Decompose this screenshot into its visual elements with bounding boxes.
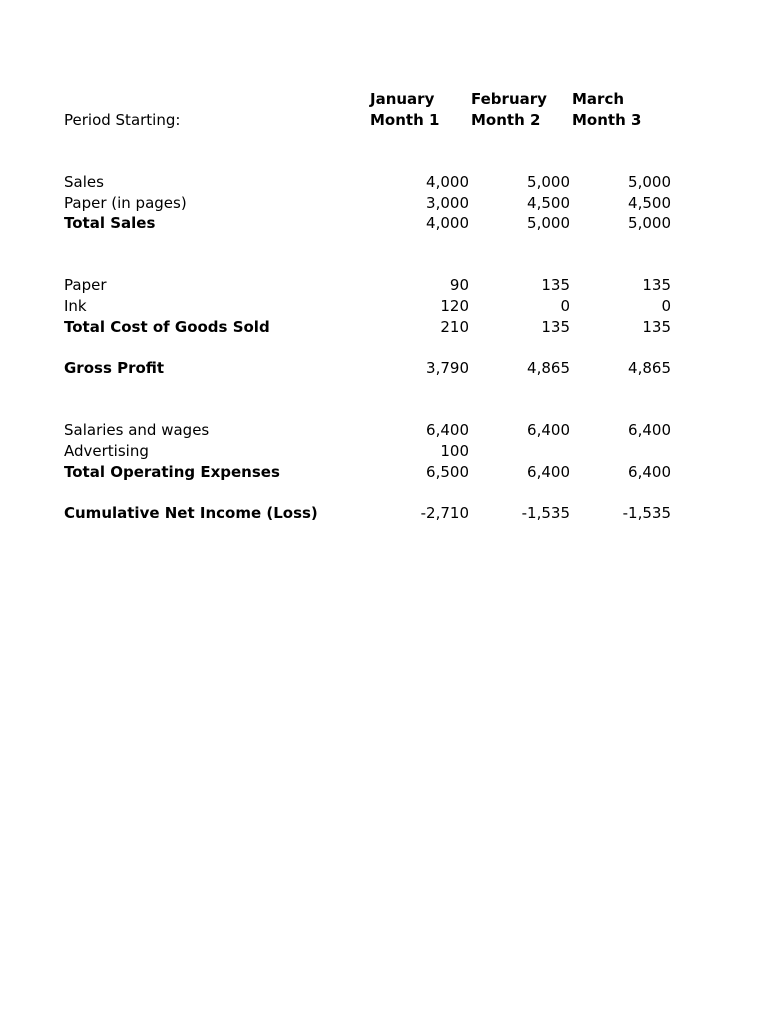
- row-label: Total Operating Expenses: [64, 463, 280, 481]
- value-month-1: 90: [449, 276, 469, 294]
- value-month-1: 100: [440, 442, 469, 460]
- net-income-row: [0, 503, 768, 524]
- total-opex-row: [0, 462, 768, 483]
- row-label: Paper: [64, 276, 107, 294]
- row-label: Total Cost of Goods Sold: [64, 318, 270, 336]
- total-sales-row: [0, 213, 768, 234]
- value-month-2: 4,865: [527, 359, 570, 377]
- value-month-3: 5,000: [628, 214, 671, 232]
- value-month-3: 0: [661, 297, 671, 315]
- total-cogs-row: [0, 317, 768, 338]
- month-name-1: January: [370, 90, 435, 108]
- value-month-2: 4,500: [527, 194, 570, 212]
- month-period-2: Month 2: [471, 111, 541, 129]
- value-month-1: 3,000: [426, 194, 469, 212]
- value-month-1: 4,000: [426, 214, 469, 232]
- month-name-3: March: [572, 90, 625, 108]
- month-period-1: Month 1: [370, 111, 440, 129]
- row-label: Salaries and wages: [64, 421, 210, 439]
- value-month-2: 5,000: [527, 214, 570, 232]
- value-month-3: 135: [642, 318, 671, 336]
- ink-cost-row: [0, 296, 768, 317]
- month-period-3: Month 3: [572, 111, 642, 129]
- row-label: Total Sales: [64, 214, 156, 232]
- value-month-3: 6,400: [628, 463, 671, 481]
- value-month-1: 4,000: [426, 173, 469, 191]
- value-month-1: 3,790: [426, 359, 469, 377]
- value-month-3: 5,000: [628, 173, 671, 191]
- gross-profit-row: [0, 358, 768, 379]
- advertising-row: [0, 441, 768, 462]
- row-label: Advertising: [64, 442, 149, 460]
- value-month-1: 6,400: [426, 421, 469, 439]
- value-month-2: 135: [541, 276, 570, 294]
- value-month-2: 0: [560, 297, 570, 315]
- value-month-2: 5,000: [527, 173, 570, 191]
- row-label: Gross Profit: [64, 359, 165, 377]
- value-month-2: -1,535: [521, 504, 570, 522]
- value-month-2: 135: [541, 318, 570, 336]
- header-period-row: [0, 110, 768, 131]
- sales-row: [0, 172, 768, 193]
- value-month-1: 6,500: [426, 463, 469, 481]
- value-month-3: -1,535: [622, 504, 671, 522]
- value-month-3: 4,500: [628, 194, 671, 212]
- row-label: Sales: [64, 173, 104, 191]
- period-starting-label: Period Starting:: [64, 111, 181, 129]
- row-label: Ink: [64, 297, 87, 315]
- header-month-row: [0, 89, 768, 110]
- salaries-row: [0, 420, 768, 441]
- value-month-3: 6,400: [628, 421, 671, 439]
- value-month-3: 4,865: [628, 359, 671, 377]
- month-name-2: February: [471, 90, 547, 108]
- value-month-2: 6,400: [527, 421, 570, 439]
- row-label: Cumulative Net Income (Loss): [64, 504, 318, 522]
- row-label: Paper (in pages): [64, 194, 187, 212]
- value-month-1: 120: [440, 297, 469, 315]
- value-month-1: -2,710: [420, 504, 469, 522]
- value-month-3: 135: [642, 276, 671, 294]
- value-month-1: 210: [440, 318, 469, 336]
- value-month-2: 6,400: [527, 463, 570, 481]
- paper-cost-row: [0, 275, 768, 296]
- paper-pages-row: [0, 193, 768, 214]
